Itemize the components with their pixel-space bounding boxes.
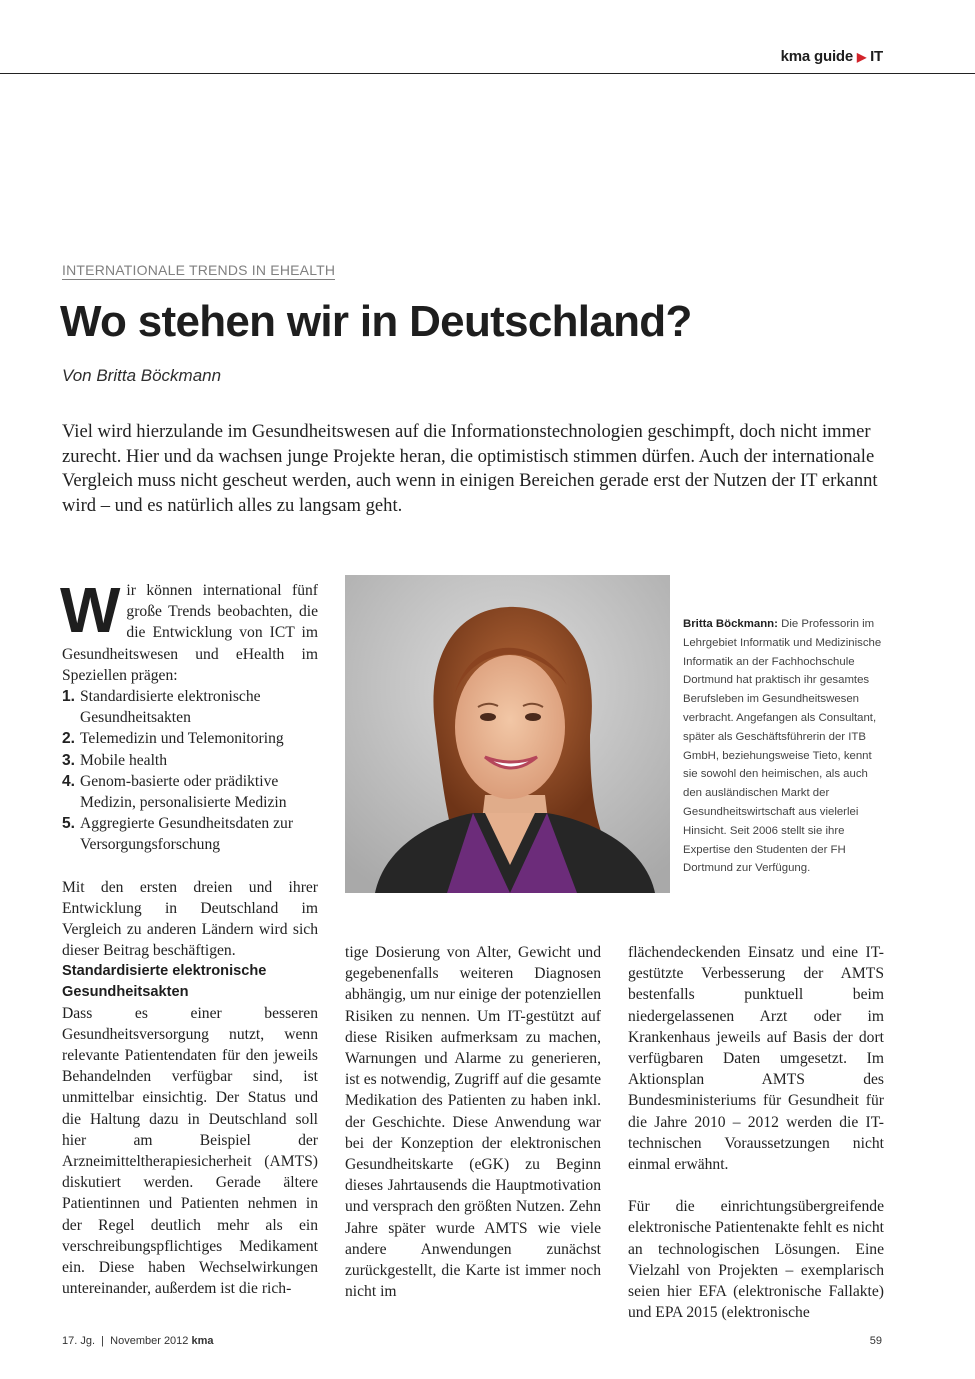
list-number: 1. <box>62 688 76 706</box>
page-footer <box>62 1335 214 1347</box>
drop-cap: W <box>60 574 121 646</box>
footer-brand: kma <box>191 1335 214 1347</box>
caption-text: Die Professorin im Lehrgebiet Informatik und Medizinische Informatik an der Fachhochschule Dortmund hat praktisch ihr gesamtes Berufsleben im Gesundheitswesen verbracht. Angefangen als Consultant, später als Geschäftsführerin der ITB GmbH, beziehungsweise Tieto, kennt sie sowohl den heimischen, als auch den ausländischen Markt der Gesundheitswirtschaft aus vielerlei Hinsicht. Seit 2006 stellt sie ihre Expertise den Studenten der FH Dortmund zur Verfügung. <box>683 618 882 875</box>
lead-paragraph <box>60 574 318 686</box>
list-text: Standardisierte elektronische Gesundheitsakten <box>80 688 261 727</box>
list-text: Mobile health <box>80 751 168 769</box>
lead-text: ir können international fünf große Trends beobachten, die die Entwicklung von ICT im Gesundheitswesen und eHealth im Speziellen prägen: <box>62 582 318 684</box>
body-paragraph: Für die einrichtungsübergreifende elektronische Patientenakte fehlt es nicht an technologischen Lösungen. Eine Vielzahl von Projekten – exemplarisch seien hier EFA (elektronische Fallakte) und EPA 2015 (elektronische <box>628 1198 884 1322</box>
list-number: 5. <box>62 815 76 833</box>
footer-volume: 17. Jg. <box>62 1335 96 1347</box>
trend-list <box>62 686 318 856</box>
caption-name: Britta Böckmann: <box>683 618 778 630</box>
body-paragraph: Dass es einer besseren Gesundheitsversorgung nutzt, wenn relevante Patientendaten für den jeweils Behandelnden verfügbar sind, ist unmittelbar einsichtig. Der Status und die Haltung dazu in Deutschland soll hier am Beispiel der Arzneimitteltherapiesicherheit (AMTS) diskutiert werden. Gerade ältere Patientinnen und Patienten nehmen in der Regel deutlich mehr als ein verschreibungspflichtiges Medikament ein. Diese haben Wechselwirkungen untereinander, außerdem ist die rich- <box>62 1004 318 1298</box>
list-text: Genom-basierte oder prädiktive Medizin, personalisierte Medizin <box>80 772 287 812</box>
list-number: 4. <box>62 772 76 790</box>
column-3 <box>628 942 884 1323</box>
photo-caption <box>683 615 888 878</box>
section-label: kma guide <box>780 48 854 65</box>
list-number: 3. <box>62 751 76 769</box>
header-rule <box>0 73 975 74</box>
list-item <box>62 728 318 749</box>
list-item <box>62 686 318 728</box>
list-text: Aggregierte Gesundheitsdaten zur Versorgungsforschung <box>80 815 294 854</box>
body-paragraph: tige Dosierung von Alter, Gewicht und gegebenenfalls weiteren Diagnosen abhängig, um nur einige der potenziellen Risiken zu nennen. Um IT-gestützt auf diese Risiken aufmerksam zu machen, Warnungen und Alarme zu generieren, ist es notwendig, Zugriff auf die gesamte Medikation des Patienten zu haben inkl. der Geschichte. Diese Anwendung war bei der Konzeption der elektronischen Gesundheitskarte (eGK) zu Beginn dieses Jahrtausends die Hauptmotivation und versprach den größten Nutzen. Zehn Jahre später wurde AMTS wie viele andere Anwendungen zunächst zurückgestellt, die Karte ist immer noch nicht im <box>345 944 601 1301</box>
column-1 <box>60 574 318 1299</box>
section-header <box>781 48 883 65</box>
column-2 <box>345 942 601 1302</box>
triangle-right-icon: ▶ <box>857 50 867 64</box>
author-photo <box>345 575 670 893</box>
list-text: Telemedizin und Telemonitoring <box>80 730 284 748</box>
list-item <box>62 771 318 813</box>
list-item <box>62 750 318 771</box>
subheading: Standardisierte elektronische Gesundheitsakten <box>62 963 267 1001</box>
article-byline: Von Britta Böckmann <box>62 366 222 385</box>
page-number: 59 <box>869 1335 882 1347</box>
list-number: 2. <box>62 730 76 748</box>
body-paragraph: flächendeckenden Einsatz und eine IT-gestützte Verbesserung der AMTS bestenfalls punktuell beim niedergelassenen Arzt oder im Krankenhaus jeweils auf Basis der dort verfügbaren Daten umgesetzt. Im Aktionsplan AMTS des Bundesministeriums für Gesundheit für die Jahre 2010 – 2012 werden die IT-technischen Voraussetzungen nicht einmal erwähnt. <box>628 944 884 1174</box>
category-label: IT <box>870 48 883 65</box>
article-title: Wo stehen wir in Deutschland? <box>60 297 692 346</box>
footer-separator: | <box>101 1335 105 1347</box>
list-item <box>62 813 318 855</box>
footer-date: November 2012 <box>110 1335 189 1347</box>
article-intro: Viel wird hierzulande im Gesundheitswesen auf die Informationstechnologien geschimpft, doch nicht immer zurecht. Hier und da wachsen junge Projekte heran, die optimistisch stimmen dürfen. Auch der internationale Vergleich muss nicht gescheut werden, auch wenn in einigen Bereichen gerade erst der Nutzen der IT erkannt wird – und es natürlich alles zu langsam geht. <box>62 421 878 516</box>
body-paragraph: Mit den ersten dreien und ihrer Entwicklung in Deutschland im Vergleich zu anderen Ländern wird sich dieser Beitrag beschäftigen. <box>62 878 318 960</box>
article-kicker: INTERNATIONALE TRENDS IN EHEALTH <box>62 262 336 278</box>
